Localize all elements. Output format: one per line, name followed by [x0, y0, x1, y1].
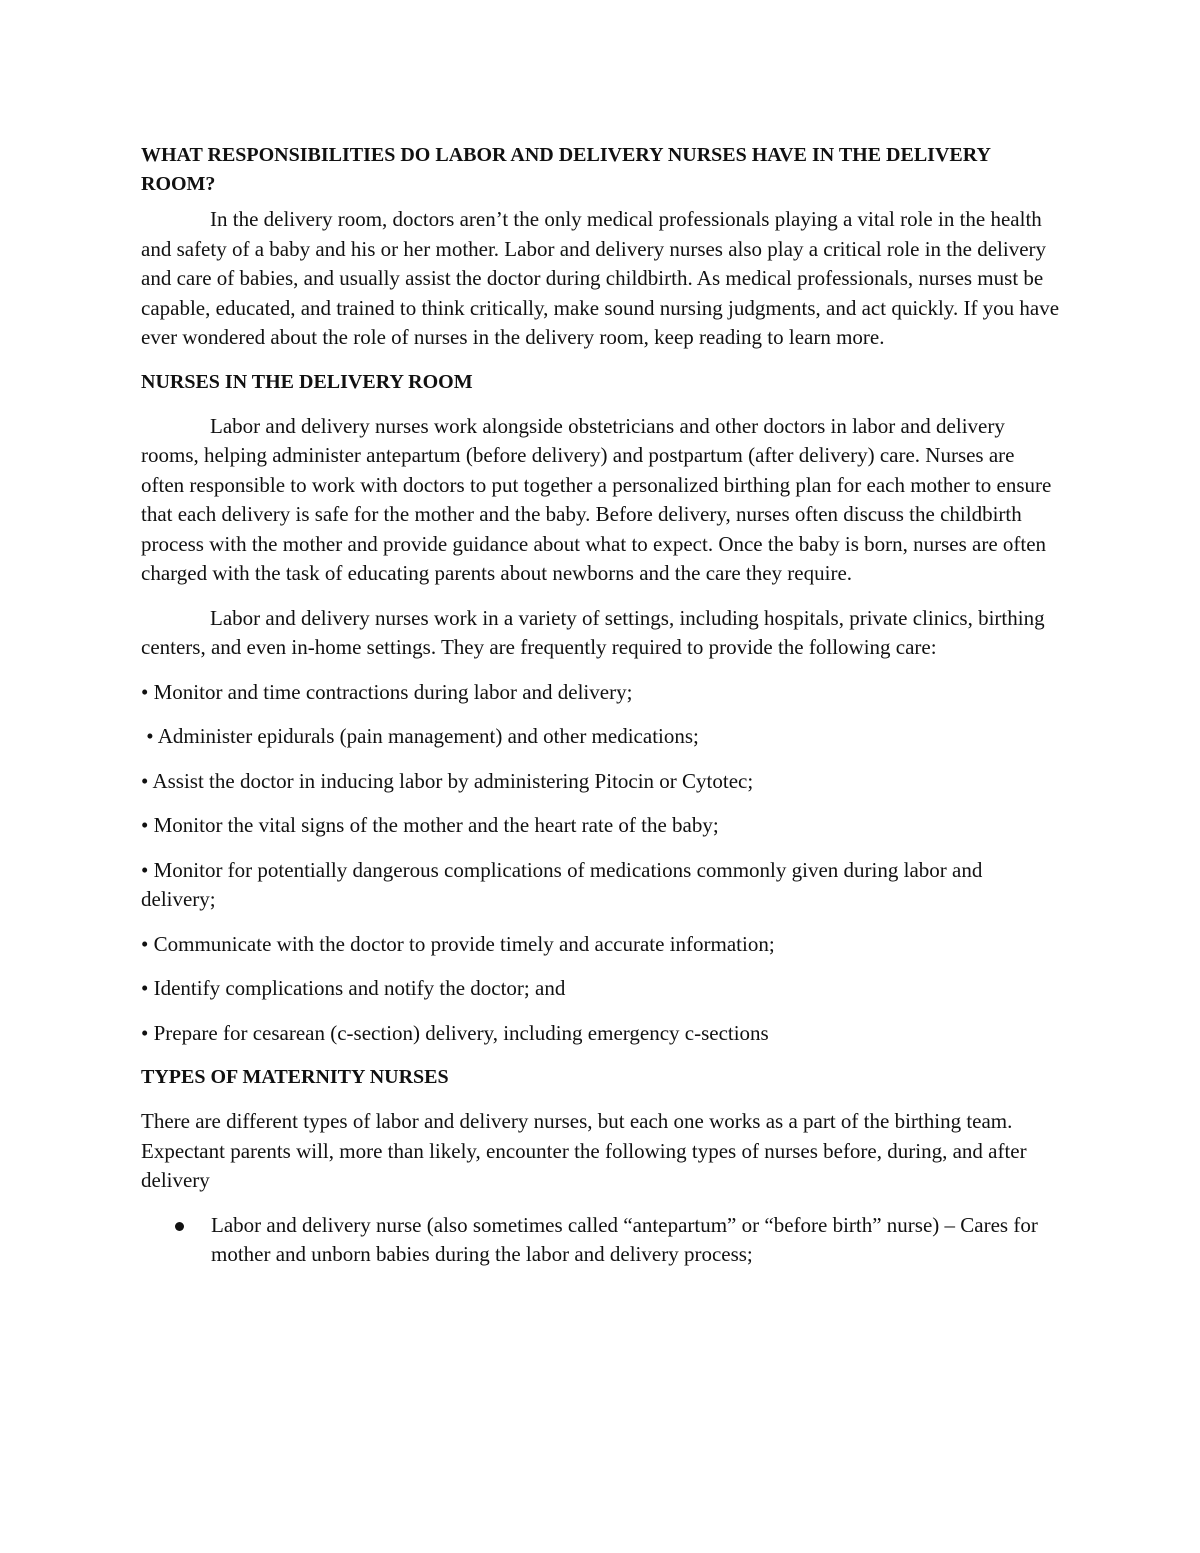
nurse-type-text: Labor and delivery nurse (also sometimes called “antepartum” or “before birth” nurse) – Cares for mother and unborn babies during the labor and delivery process; [211, 1212, 1038, 1266]
care-list-item: • Prepare for cesarean (c-section) delivery, including emergency c-sections [141, 1020, 769, 1045]
section-heading-types-of-maternity-nurses: TYPES OF MATERNITY NURSES [141, 1066, 449, 1088]
document-content [141, 141, 1061, 1270]
section-heading-nurses-in-delivery-room: NURSES IN THE DELIVERY ROOM [141, 370, 473, 393]
care-list-item: • Monitor the vital signs of the mother and the heart rate of the baby; [141, 813, 719, 837]
section1-paragraph-1: Labor and delivery nurses work alongside obstetricians and other doctors in labor and delivery rooms, helping administer antepartum (before delivery) and postpartum (after delivery) care. Nurses are often responsible to work with doctors to put together a personalized birthing plan for each mother to ensure that each delivery is safe for the mother and the baby. Before delivery, nurses often discuss the childbirth process with the mother and provide guidance about what to expect. Once the baby is born, nurses are often charged with the task of educating parents about newborns and the care they require. [141, 413, 1052, 585]
document-title: WHAT RESPONSIBILITIES DO LABOR AND DELIVERY NURSES HAVE IN THE DELIVERY ROOM? [141, 144, 991, 195]
care-list-item: • Monitor for potentially dangerous complications of medications commonly given during labor and delivery; [141, 857, 983, 911]
care-list-item: • Identify complications and notify the doctor; and [141, 976, 566, 1000]
section2-paragraph-1: There are different types of labor and delivery nurses, but each one works as a part of the birthing team. Expectant parents will, more than likely, encounter the following types of nurses before, during, and after delivery [141, 1109, 1027, 1192]
bullet-dot-icon [175, 1222, 184, 1231]
care-list-item: • Communicate with the doctor to provide timely and accurate information; [141, 931, 775, 956]
care-list-item: • Monitor and time contractions during labor and delivery; [141, 679, 633, 704]
section1-paragraph-2: Labor and delivery nurses work in a variety of settings, including hospitals, private clinics, birthing centers, and even in-home settings. They are frequently required to provide the following care: [141, 605, 1045, 659]
intro-paragraph: In the delivery room, doctors aren’t the only medical professionals playing a vital role in the health and safety of a baby and his or her mother. Labor and delivery nurses also play a critical role in the delivery and care of babies, and usually assist the doctor during childbirth. As medical professionals, nurses must be capable, educated, and trained to think critically, make sound nursing judgments, and act quickly. If you have ever wondered about the role of nurses in the delivery room, keep reading to learn more. [141, 207, 1060, 349]
care-list [141, 678, 1061, 1049]
nurse-type-item [211, 1211, 1061, 1270]
care-list-item: • Assist the doctor in inducing labor by administering Pitocin or Cytotec; [141, 768, 754, 793]
care-list-item: • Administer epidurals (pain management) and other medications; [141, 724, 699, 748]
nurse-types-list [141, 1211, 1061, 1270]
